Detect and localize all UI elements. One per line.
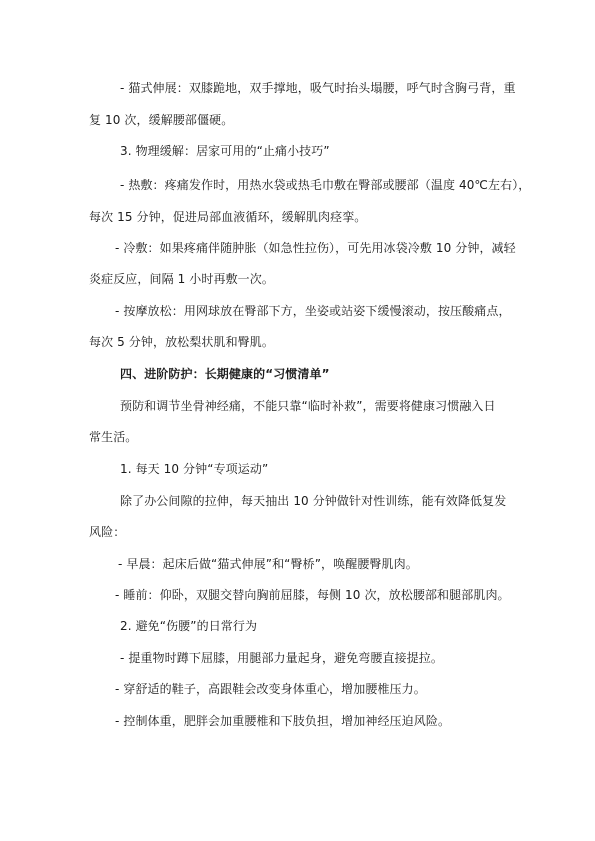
bullet-shoes: - 穿舒适的鞋子，高跟鞋会改变身体重心，增加腰椎压力。 (115, 682, 426, 696)
bullet-cat-stretch-line-2: 复 10 次，缓解腰部僵硬。 (89, 113, 234, 127)
section-heading-advanced-protection: 四、进阶防护：长期健康的“习惯清单” (120, 367, 330, 381)
paragraph-prevention-line-1: 预防和调节坐骨神经痛，不能只靠“临时补救”，需要将健康习惯融入日 (120, 399, 496, 413)
heading-avoid-back-injury: 2. 避免“伤腰”的日常行为 (120, 619, 258, 633)
bullet-bedtime: - 睡前：仰卧，双腿交替向胸前屈膝，每侧 10 次，放松腰部和腿部肌肉。 (115, 588, 510, 602)
bullet-lifting: - 提重物时蹲下屈膝，用腿部力量起身，避免弯腰直接提拉。 (120, 651, 443, 665)
paragraph-prevention-line-2: 常生活。 (89, 430, 138, 444)
bullet-cold-line-2: 炎症反应，间隔 1 小时再敷一次。 (89, 272, 274, 286)
heading-daily-exercise: 1. 每天 10 分钟“专项运动” (120, 462, 269, 476)
bullet-morning: - 早晨：起床后做“猫式伸展”和“臀桥”，唤醒腰臀肌肉。 (118, 557, 418, 571)
paragraph-training-line-1: 除了办公间隙的拉伸，每天抽出 10 分钟做针对性训练，能有效降低复发 (120, 494, 507, 508)
bullet-cold-line-1: - 冷敷：如果疼痛伴随肿胀（如急性拉伤），可先用冰袋冷敷 10 分钟，减轻 (115, 241, 516, 255)
paragraph-training-line-2: 风险： (89, 525, 126, 539)
bullet-heat-line-1: - 热敷：疼痛发作时，用热水袋或热毛巾敷在臀部或腰部（温度 40℃左右）， (120, 178, 531, 192)
bullet-weight: - 控制体重，肥胖会加重腰椎和下肢负担，增加神经压迫风险。 (115, 714, 451, 728)
heading-physical-relief: 3. 物理缓解：居家可用的“止痛小技巧” (120, 144, 330, 158)
bullet-massage-line-1: - 按摩放松：用网球放在臀部下方，坐姿或站姿下缓慢滚动，按压酸痛点， (115, 304, 511, 318)
bullet-massage-line-2: 每次 5 分钟，放松梨状肌和臀肌。 (89, 335, 274, 349)
bullet-cat-stretch-line-1: - 猫式伸展：双膝跪地，双手撑地，吸气时抬头塌腰，呼气时含胸弓背，重 (120, 81, 516, 95)
bullet-heat-line-2: 每次 15 分钟，促进局部血液循环，缓解肌肉痉挛。 (89, 210, 367, 224)
